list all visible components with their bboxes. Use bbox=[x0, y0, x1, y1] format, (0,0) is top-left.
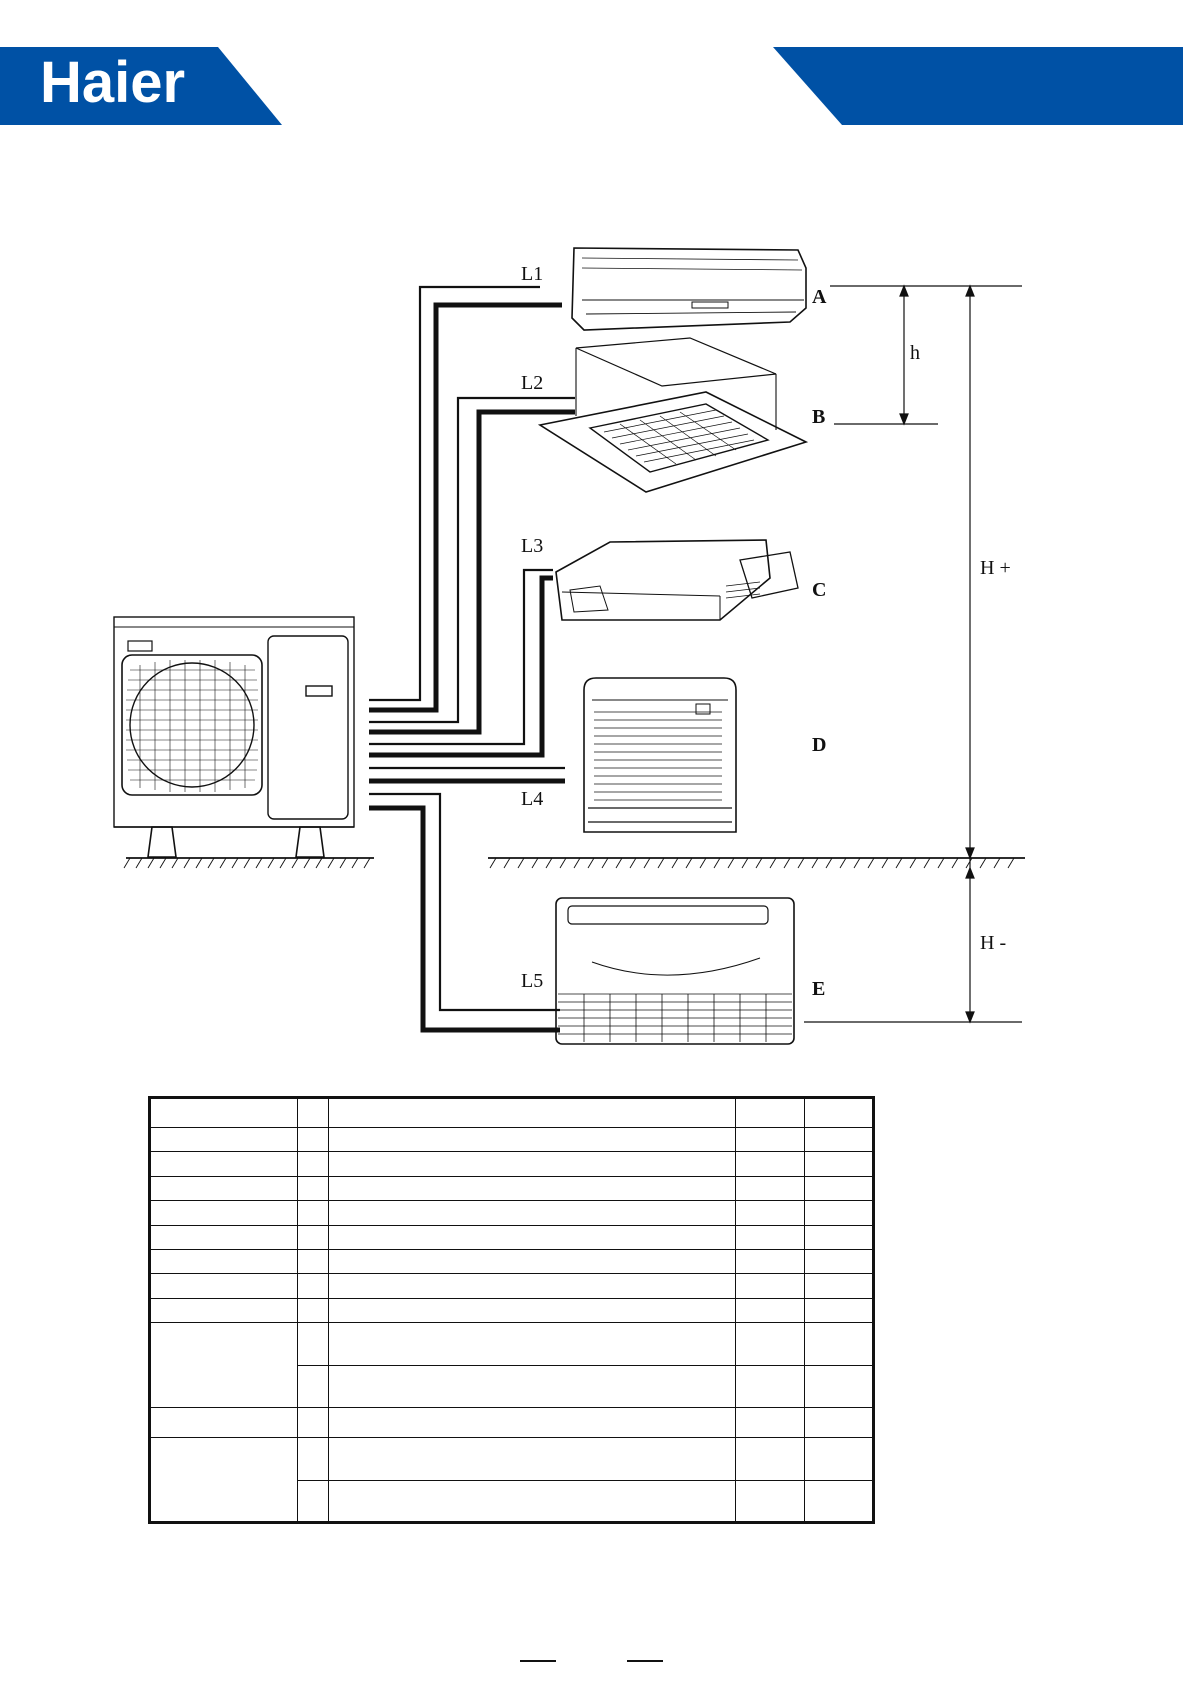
table-cell bbox=[329, 1249, 736, 1273]
table-cell bbox=[298, 1249, 329, 1273]
unit-label-c: C bbox=[812, 579, 827, 601]
table-cell bbox=[298, 1152, 329, 1176]
table-cell bbox=[329, 1127, 736, 1151]
cassette-unit-b bbox=[540, 338, 806, 492]
table-cell bbox=[735, 1098, 804, 1128]
pipe-label-l3: L3 bbox=[521, 535, 544, 557]
table-cell bbox=[298, 1201, 329, 1225]
table-row bbox=[150, 1298, 874, 1322]
table-cell bbox=[804, 1323, 873, 1366]
refrigerant-pipes bbox=[369, 287, 575, 1030]
console-unit-d bbox=[584, 678, 736, 832]
table-cell bbox=[298, 1480, 329, 1523]
table-row bbox=[150, 1225, 874, 1249]
height-dimensions bbox=[804, 286, 1022, 1022]
table-cell bbox=[150, 1176, 298, 1200]
table-cell bbox=[804, 1201, 873, 1225]
table-cell bbox=[298, 1365, 329, 1408]
pipe-label-l2: L2 bbox=[521, 372, 544, 394]
table-cell bbox=[735, 1274, 804, 1298]
table-cell bbox=[329, 1152, 736, 1176]
table-cell bbox=[298, 1298, 329, 1322]
table-row bbox=[150, 1274, 874, 1298]
height-label-h-plus: H + bbox=[980, 557, 1011, 579]
table-cell bbox=[735, 1225, 804, 1249]
table-cell bbox=[329, 1201, 736, 1225]
table-cell bbox=[804, 1225, 873, 1249]
table-cell bbox=[329, 1274, 736, 1298]
table-cell bbox=[804, 1152, 873, 1176]
table-cell bbox=[735, 1176, 804, 1200]
table-cell bbox=[804, 1176, 873, 1200]
footer-rule-left bbox=[520, 1660, 556, 1662]
table-cell bbox=[804, 1127, 873, 1151]
height-label-h-minus: H - bbox=[980, 932, 1007, 954]
table-cell bbox=[735, 1201, 804, 1225]
table-cell bbox=[804, 1249, 873, 1273]
table-cell bbox=[329, 1098, 736, 1128]
footer-rule-right bbox=[627, 1660, 663, 1662]
unit-label-e: E bbox=[812, 978, 826, 1000]
table-cell bbox=[329, 1323, 736, 1366]
table-cell bbox=[298, 1323, 329, 1366]
table-cell bbox=[735, 1323, 804, 1366]
unit-label-b: B bbox=[812, 406, 826, 428]
table-cell bbox=[735, 1408, 804, 1438]
table-cell bbox=[804, 1298, 873, 1322]
table-row bbox=[150, 1152, 874, 1176]
table-cell bbox=[150, 1152, 298, 1176]
table-row bbox=[150, 1127, 874, 1151]
table-cell bbox=[804, 1438, 873, 1481]
table-cell bbox=[150, 1098, 298, 1128]
table-cell bbox=[298, 1438, 329, 1481]
unit-label-a: A bbox=[812, 286, 827, 308]
table-cell bbox=[298, 1408, 329, 1438]
table-cell bbox=[735, 1127, 804, 1151]
table-cell bbox=[298, 1127, 329, 1151]
table-cell bbox=[298, 1225, 329, 1249]
outdoor-unit-drawing bbox=[114, 617, 374, 868]
table-cell bbox=[150, 1225, 298, 1249]
table-cell bbox=[329, 1480, 736, 1523]
table-cell bbox=[804, 1480, 873, 1523]
table-cell bbox=[150, 1438, 298, 1523]
wall-mounted-unit-a bbox=[572, 248, 806, 330]
table-cell bbox=[735, 1249, 804, 1273]
duct-unit-c bbox=[556, 540, 798, 620]
specification-table bbox=[148, 1096, 875, 1524]
table-row bbox=[150, 1201, 874, 1225]
table-cell bbox=[298, 1098, 329, 1128]
table-cell bbox=[735, 1152, 804, 1176]
table-row bbox=[150, 1438, 874, 1481]
ground-line bbox=[488, 858, 1025, 868]
table-row bbox=[150, 1408, 874, 1438]
table-cell bbox=[150, 1201, 298, 1225]
pipe-label-l1: L1 bbox=[521, 263, 544, 285]
table-cell bbox=[150, 1408, 298, 1438]
table-cell bbox=[804, 1408, 873, 1438]
table-row bbox=[150, 1098, 874, 1128]
table-cell bbox=[150, 1127, 298, 1151]
table-cell bbox=[804, 1098, 873, 1128]
table-cell bbox=[735, 1298, 804, 1322]
table-cell bbox=[298, 1274, 329, 1298]
table-cell bbox=[329, 1225, 736, 1249]
floor-ceiling-unit-e bbox=[556, 898, 794, 1044]
table-cell bbox=[298, 1176, 329, 1200]
table-row bbox=[150, 1323, 874, 1366]
table-cell bbox=[735, 1365, 804, 1408]
haier-logo: Haier bbox=[40, 50, 186, 115]
table-cell bbox=[329, 1408, 736, 1438]
table-cell bbox=[150, 1249, 298, 1273]
table-cell bbox=[735, 1438, 804, 1481]
table-cell bbox=[804, 1274, 873, 1298]
pipe-label-l4: L4 bbox=[521, 788, 544, 810]
height-label-h: h bbox=[910, 342, 920, 364]
unit-label-d: D bbox=[812, 734, 827, 756]
table-cell bbox=[735, 1480, 804, 1523]
table-row bbox=[150, 1176, 874, 1200]
table-cell bbox=[329, 1438, 736, 1481]
table-cell bbox=[329, 1298, 736, 1322]
table-cell bbox=[329, 1176, 736, 1200]
table-cell bbox=[329, 1365, 736, 1408]
table-cell bbox=[150, 1298, 298, 1322]
table-cell bbox=[150, 1274, 298, 1298]
pipe-label-l5: L5 bbox=[521, 970, 544, 992]
table-row bbox=[150, 1249, 874, 1273]
table-cell bbox=[150, 1323, 298, 1408]
table-cell bbox=[804, 1365, 873, 1408]
